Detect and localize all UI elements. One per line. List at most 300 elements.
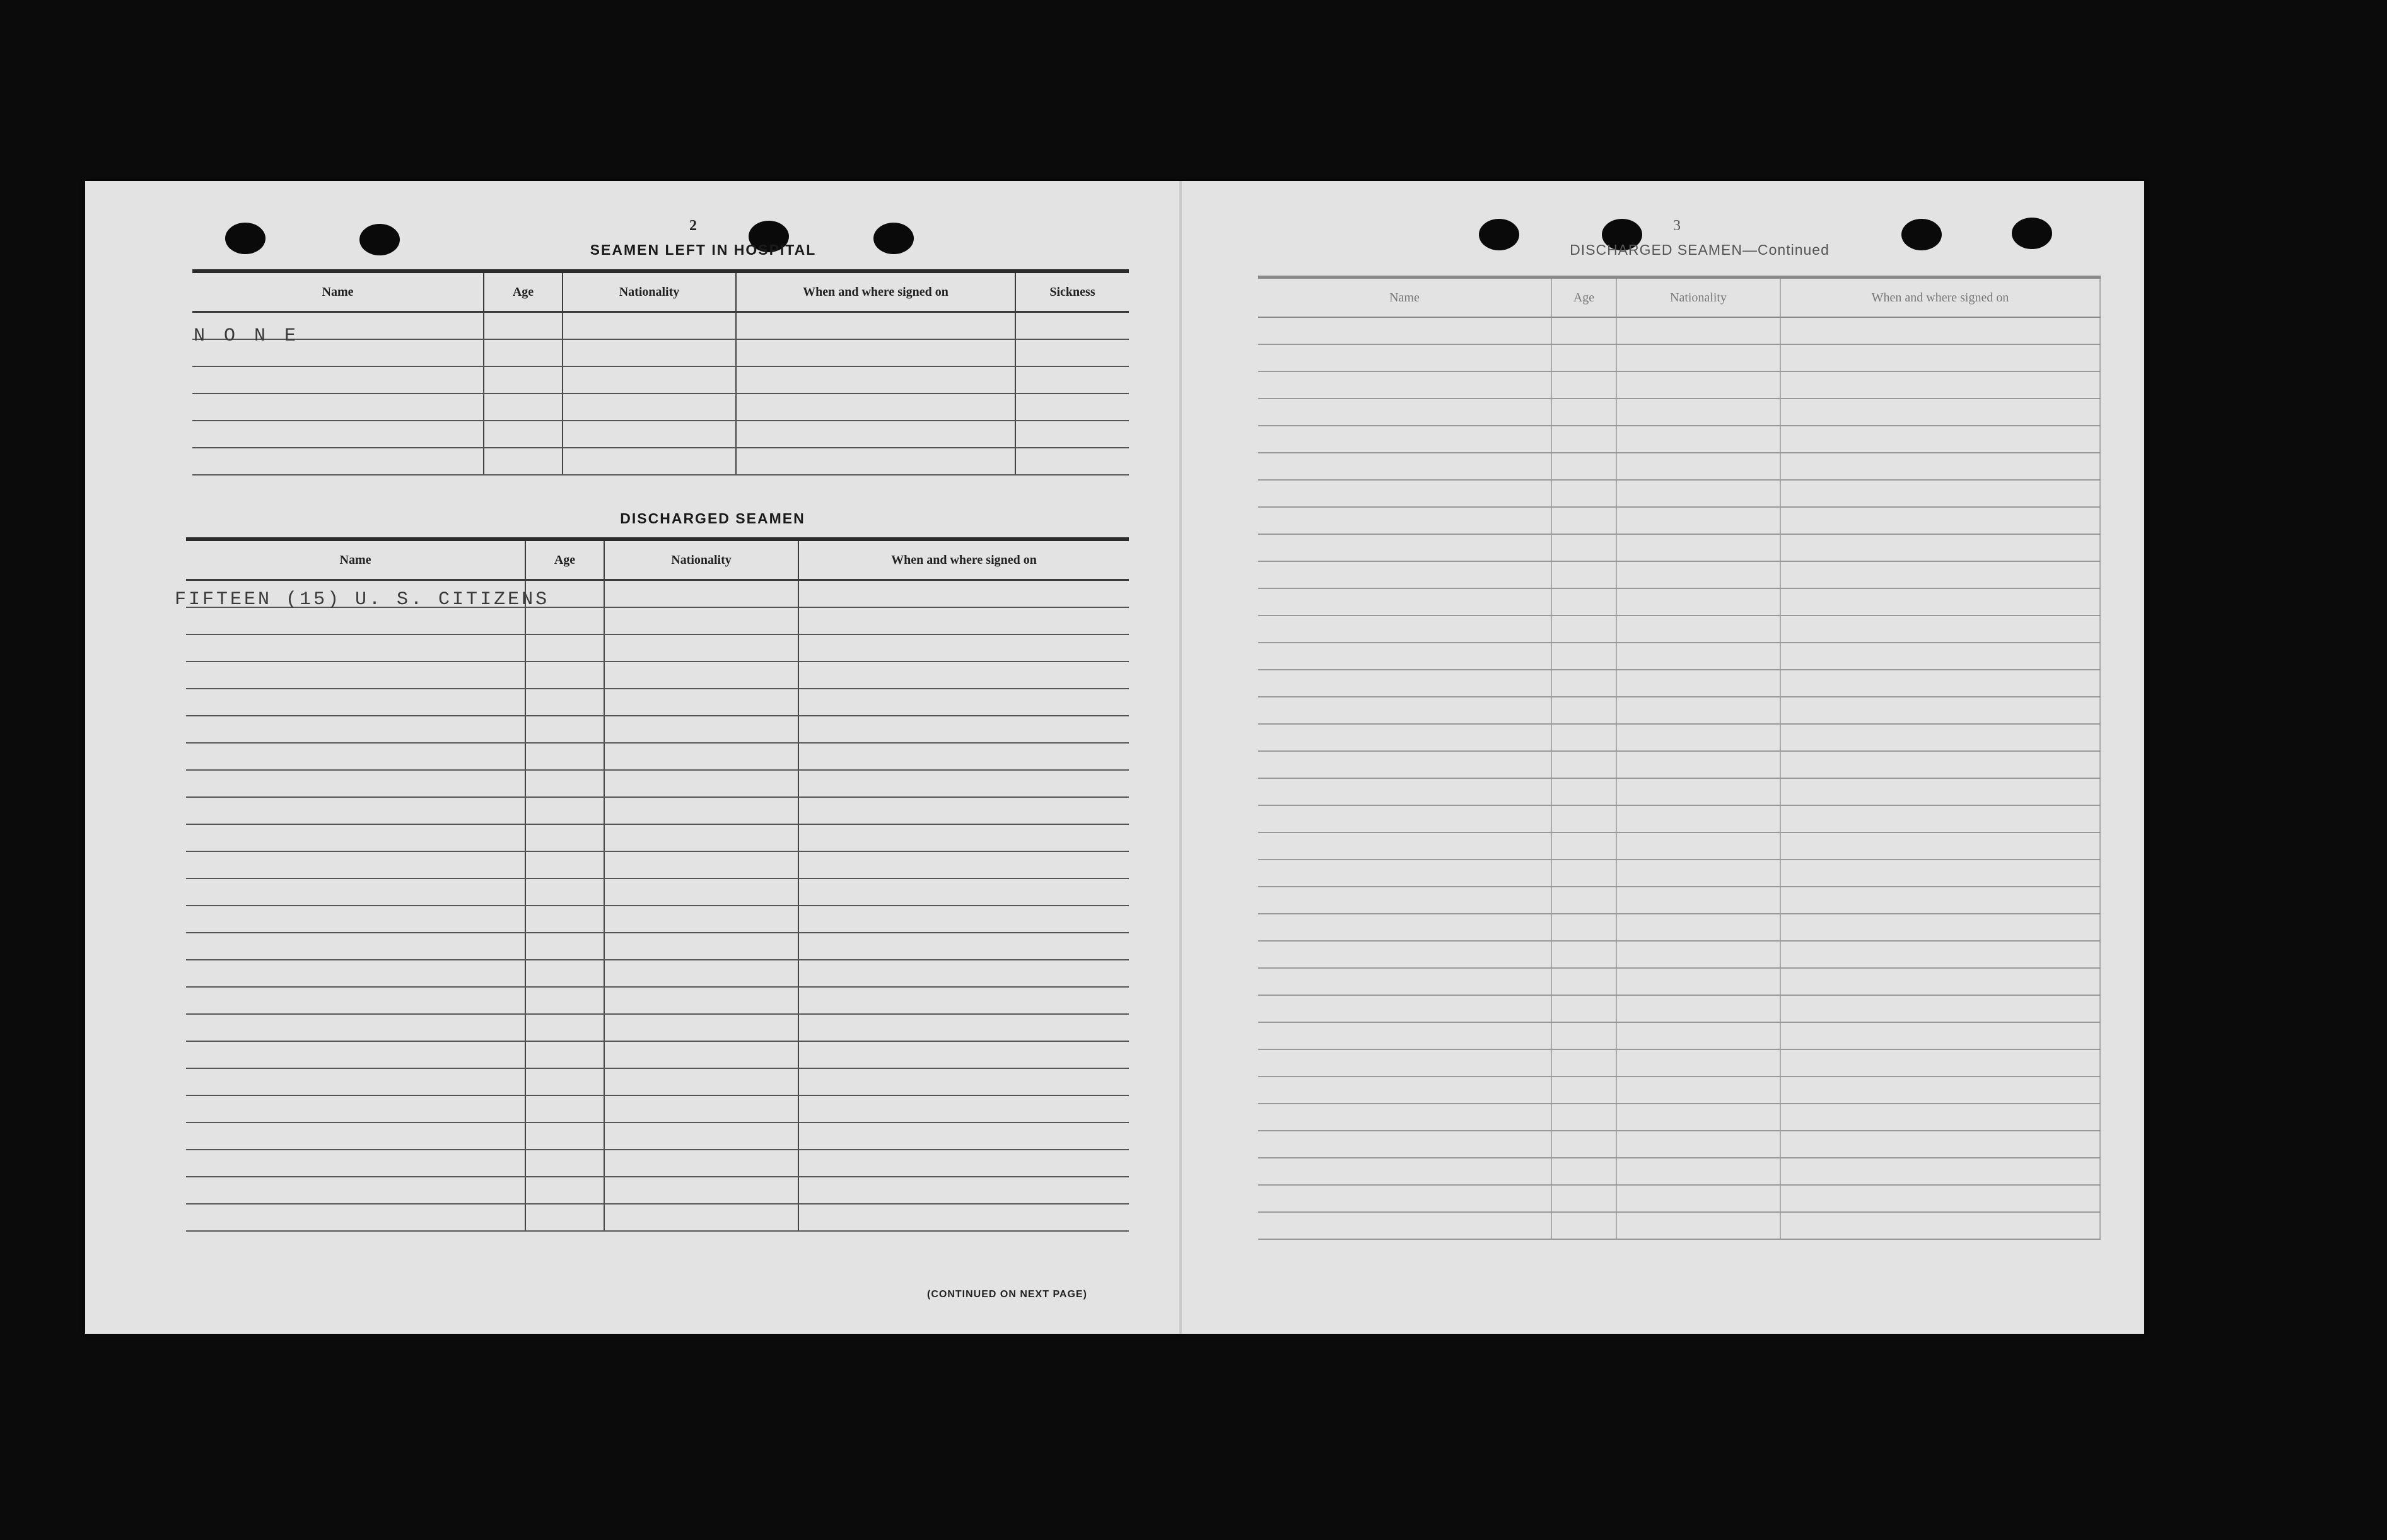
table-cell [1258,426,1551,453]
table-row [1258,399,2100,426]
table-cell [1616,317,1780,344]
table-cell [1551,507,1616,534]
table-cell [186,1041,525,1068]
table-cell [1551,534,1616,561]
table-cell [525,770,604,797]
table-cell [186,1150,525,1177]
table-row [186,689,1129,716]
table-cell [1616,670,1780,697]
table-cell [1616,1049,1780,1076]
table-row [186,1041,1129,1068]
table-cell [1616,968,1780,995]
table-row [192,339,1129,366]
table-row [1258,995,2100,1022]
table-cell [1015,448,1129,475]
table-cell [1258,1212,1551,1239]
table-cell [1780,1049,2100,1076]
table-cell [1258,914,1551,941]
table-cell [186,716,525,743]
table-row [186,1095,1129,1123]
table-cell [1551,453,1616,480]
table-cell [736,366,1015,394]
table-row [186,1014,1129,1041]
table-cell [186,1177,525,1204]
column-header: Nationality [563,271,736,312]
table-cell [186,689,525,716]
hospital-header-row [192,271,1129,312]
table-row [192,366,1129,394]
table-cell [186,1068,525,1095]
table-cell [525,906,604,933]
table-cell [1780,1076,2100,1104]
table-cell [1258,453,1551,480]
discharged-section-title: DISCHARGED SEAMEN [620,510,805,527]
table-cell [1258,561,1551,588]
table-cell [1551,588,1616,615]
table-cell [798,1177,1129,1204]
table-cell [604,607,798,634]
table-cell [1780,914,2100,941]
table-cell [1258,1158,1551,1185]
table-cell [525,607,604,634]
table-cell [1616,615,1780,643]
table-cell [604,1014,798,1041]
table-cell [1551,724,1616,751]
table-cell [1616,941,1780,968]
table-cell [525,851,604,878]
table-cell [1780,1185,2100,1212]
table-cell [1551,995,1616,1022]
table-cell [604,797,798,824]
column-header: When and where signed on [1780,277,2100,318]
table-row [186,1177,1129,1204]
column-header: Age [525,539,604,580]
table-cell [525,933,604,960]
table-row [1258,968,2100,995]
table-cell [1258,724,1551,751]
table-cell [525,743,604,770]
table-cell [1616,1131,1780,1158]
table-row [192,312,1129,340]
table-cell [1551,1131,1616,1158]
table-cell [1258,1049,1551,1076]
column-header: When and where signed on [798,539,1129,580]
table-cell [525,1041,604,1068]
table-cell [1616,588,1780,615]
table-cell [525,960,604,987]
table-cell [186,1123,525,1150]
table-row [186,607,1129,634]
table-cell [1780,371,2100,399]
table-cell [1616,344,1780,371]
table-row [1258,1131,2100,1158]
table-cell [1551,697,1616,724]
table-cell [604,987,798,1014]
table-cell [1551,860,1616,887]
table-cell [1551,426,1616,453]
table-cell [1258,860,1551,887]
table-row [186,634,1129,662]
table-cell [186,878,525,906]
table-cell [1551,778,1616,805]
table-cell [186,662,525,689]
table-row [192,448,1129,475]
table-cell [1616,1022,1780,1049]
table-cell [1551,1049,1616,1076]
table-row [1258,371,2100,399]
table-cell [604,743,798,770]
table-cell [1780,480,2100,507]
table-row [186,743,1129,770]
table-cell [1616,778,1780,805]
table-row [1258,887,2100,914]
table-cell [798,1150,1129,1177]
table-cell [604,960,798,987]
table-cell [604,1204,798,1231]
table-cell [525,987,604,1014]
punch-hole [2012,218,2052,249]
table-cell [525,797,604,824]
table-cell [186,770,525,797]
table-row [1258,643,2100,670]
table-cell [1551,399,1616,426]
table-cell [1551,887,1616,914]
table-row [1258,1212,2100,1239]
table-cell [1780,1212,2100,1239]
table-cell [1551,561,1616,588]
table-cell [1258,507,1551,534]
table-cell [1551,670,1616,697]
table-cell [1551,615,1616,643]
table-cell [1616,534,1780,561]
table-cell [186,743,525,770]
table-cell [1258,399,1551,426]
table-cell [1780,507,2100,534]
table-cell [1616,561,1780,588]
table-row [186,1204,1129,1231]
column-header: Nationality [1616,277,1780,318]
table-cell [192,366,484,394]
table-cell [1616,643,1780,670]
table-row [1258,941,2100,968]
table-cell [525,716,604,743]
table-cell [1551,941,1616,968]
table-cell [1780,670,2100,697]
table-cell [736,448,1015,475]
table-cell [798,1204,1129,1231]
table-cell [186,1204,525,1231]
column-header: Name [192,271,484,312]
table-cell [1258,805,1551,832]
table-cell [525,1123,604,1150]
table-cell [1551,344,1616,371]
table-cell [1616,860,1780,887]
table-cell [1258,887,1551,914]
table-row [186,716,1129,743]
table-cell [1616,887,1780,914]
table-row [186,987,1129,1014]
table-row [192,394,1129,421]
discharged-continued-table [1258,276,2101,1240]
table-cell [604,906,798,933]
table-cell [186,933,525,960]
table-row [1258,751,2100,778]
table-cell [192,421,484,448]
table-cell [604,1068,798,1095]
table-cell [1258,778,1551,805]
table-cell [186,1014,525,1041]
table-cell [736,312,1015,340]
table-cell [1551,1076,1616,1104]
punch-hole [359,224,400,255]
column-header: Sickness [1015,271,1129,312]
table-cell [186,607,525,634]
table-row [186,906,1129,933]
table-cell [1258,1185,1551,1212]
table-cell [1551,317,1616,344]
table-row [186,662,1129,689]
table-cell [484,421,563,448]
hospital-table [192,269,1129,475]
table-cell [186,851,525,878]
table-cell [1258,643,1551,670]
table-cell [1551,1185,1616,1212]
table-row [186,960,1129,987]
discharged-continued-title: DISCHARGED SEAMEN—Continued [1570,242,1830,258]
table-cell [736,421,1015,448]
table-cell [798,1014,1129,1041]
table-cell [1551,480,1616,507]
table-row [1258,615,2100,643]
table-row [186,1123,1129,1150]
table-cell [1258,832,1551,860]
table-cell [186,1095,525,1123]
table-cell [1258,1104,1551,1131]
table-cell [1258,1131,1551,1158]
table-cell [1258,317,1551,344]
table-cell [525,1014,604,1041]
discharged-table [186,537,1129,1232]
table-cell [563,312,736,340]
table-cell [1258,995,1551,1022]
table-cell [798,634,1129,662]
table-row [1258,1104,2100,1131]
table-cell [525,1095,604,1123]
table-row [186,797,1129,824]
table-cell [1780,1158,2100,1185]
table-cell [1015,366,1129,394]
table-row [1258,426,2100,453]
table-cell [1780,941,2100,968]
table-row [1258,1049,2100,1076]
table-row [186,770,1129,797]
column-header: Age [1551,277,1616,318]
table-row [1258,697,2100,724]
column-header: When and where signed on [736,271,1015,312]
table-row [1258,805,2100,832]
table-cell [1015,421,1129,448]
table-cell [798,662,1129,689]
table-cell [798,906,1129,933]
table-cell [736,394,1015,421]
table-cell [798,716,1129,743]
column-header: Name [186,539,525,580]
table-cell [1616,1212,1780,1239]
table-row [186,851,1129,878]
table-cell [525,824,604,851]
column-header: Nationality [604,539,798,580]
table-cell [798,743,1129,770]
table-row [186,933,1129,960]
table-row [1258,1185,2100,1212]
table-cell [192,394,484,421]
table-cell [1551,1022,1616,1049]
table-row [1258,832,2100,860]
table-cell [484,366,563,394]
table-cell [1258,534,1551,561]
table-cell [604,824,798,851]
table-row [192,421,1129,448]
table-cell [1780,561,2100,588]
table-cell [563,394,736,421]
table-cell [1258,371,1551,399]
table-cell [1616,805,1780,832]
table-cell [1780,534,2100,561]
table-row [186,1150,1129,1177]
table-cell [1258,1076,1551,1104]
table-cell [798,580,1129,608]
table-cell [604,933,798,960]
table-cell [484,312,563,340]
table-cell [192,448,484,475]
table-cell [1616,399,1780,426]
table-row [1258,588,2100,615]
table-cell [1616,751,1780,778]
table-cell [798,1123,1129,1150]
table-cell [1616,995,1780,1022]
table-cell [604,634,798,662]
table-row [1258,1076,2100,1104]
table-cell [604,1150,798,1177]
table-cell [186,906,525,933]
right-page-number: 3 [1673,218,1681,234]
table-cell [563,339,736,366]
table-cell [1780,887,2100,914]
table-cell [604,1177,798,1204]
table-cell [1551,371,1616,399]
table-cell [1551,751,1616,778]
table-cell [1780,968,2100,995]
table-cell [525,662,604,689]
table-cell [1780,1104,2100,1131]
table-cell [1780,832,2100,860]
table-cell [1616,832,1780,860]
table-cell [604,1123,798,1150]
table-row [1258,914,2100,941]
table-cell [798,824,1129,851]
table-cell [798,607,1129,634]
table-cell [1780,1131,2100,1158]
table-cell [798,1041,1129,1068]
table-row [1258,1158,2100,1185]
table-row [1258,670,2100,697]
table-row [186,824,1129,851]
table-cell [604,851,798,878]
table-cell [604,662,798,689]
table-cell [563,448,736,475]
table-row [186,878,1129,906]
table-cell [1258,615,1551,643]
table-cell [798,933,1129,960]
table-row [1258,724,2100,751]
hospital-typed-entry: N O N E [194,325,300,347]
table-cell [604,878,798,906]
table-cell [484,394,563,421]
table-cell [1551,1212,1616,1239]
table-cell [1258,1022,1551,1049]
table-cell [1780,588,2100,615]
table-cell [1616,1076,1780,1104]
table-cell [525,878,604,906]
continued-header-row [1258,277,2100,318]
table-cell [1258,968,1551,995]
table-cell [798,878,1129,906]
table-cell [798,689,1129,716]
table-cell [1780,778,2100,805]
table-cell [186,987,525,1014]
table-cell [1780,399,2100,426]
table-cell [525,634,604,662]
discharged-typed-entry: FIFTEEN (15) U. S. CITIZENS [175,589,550,610]
document-sheet [85,181,2144,1334]
table-cell [1015,312,1129,340]
table-row [1258,561,2100,588]
table-cell [186,960,525,987]
table-cell [1616,697,1780,724]
table-cell [1258,751,1551,778]
table-cell [604,1041,798,1068]
table-cell [186,797,525,824]
table-cell [1258,480,1551,507]
table-row [1258,317,2100,344]
table-row [1258,453,2100,480]
table-cell [798,960,1129,987]
table-cell [1551,643,1616,670]
table-cell [1616,724,1780,751]
table-cell [1616,507,1780,534]
table-row [1258,778,2100,805]
table-cell [604,1095,798,1123]
continued-note: (CONTINUED ON NEXT PAGE) [927,1289,1087,1300]
table-cell [1780,426,2100,453]
table-cell [1780,805,2100,832]
table-cell [1258,697,1551,724]
page-fold [1179,181,1182,1334]
table-row [186,1068,1129,1095]
hospital-section-title: SEAMEN LEFT IN HOSPITAL [590,242,817,258]
table-cell [604,689,798,716]
table-cell [186,634,525,662]
table-cell [525,689,604,716]
table-cell [798,1068,1129,1095]
table-cell [1616,1104,1780,1131]
table-cell [1780,995,2100,1022]
punch-hole [225,223,266,254]
table-cell [1258,588,1551,615]
table-cell [186,824,525,851]
table-cell [1616,1158,1780,1185]
discharged-header-row [186,539,1129,580]
